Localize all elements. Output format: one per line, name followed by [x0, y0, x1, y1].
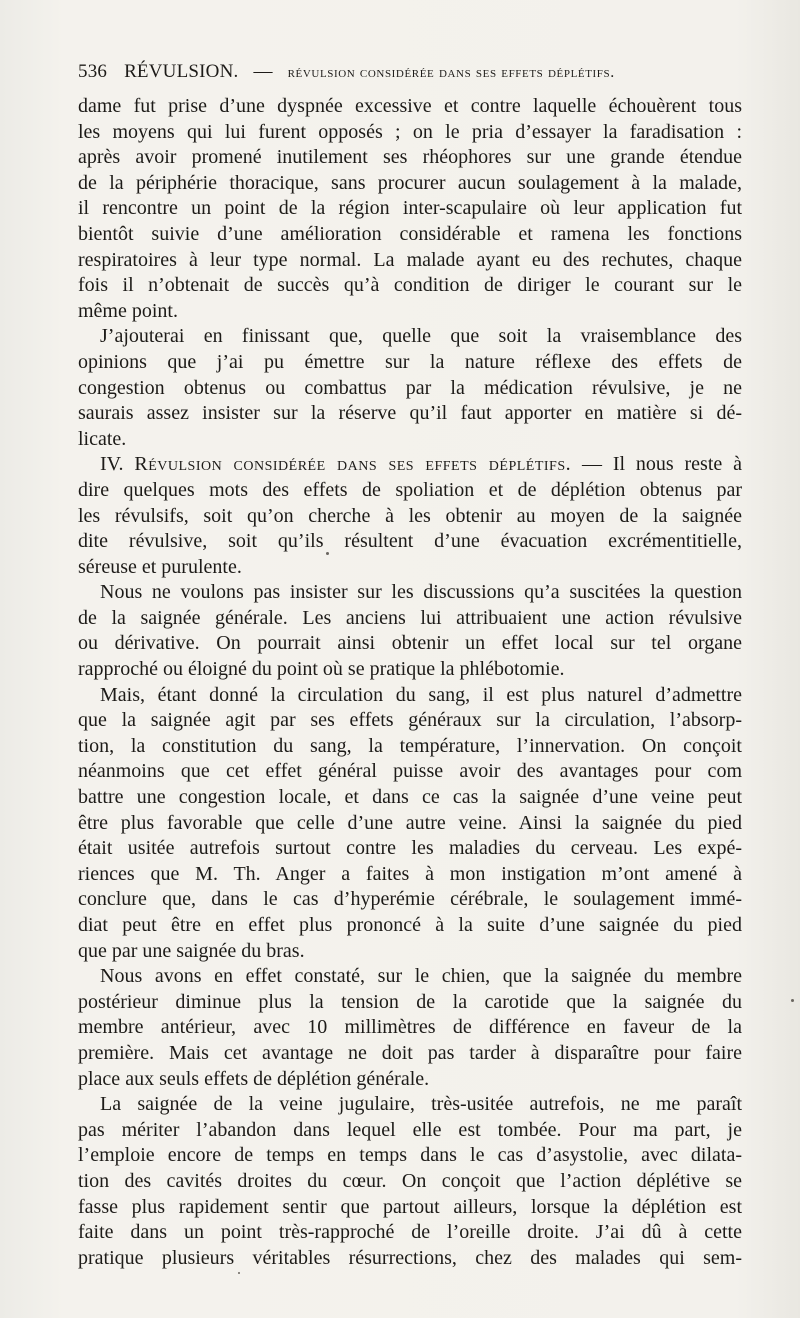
section-paragraph	[78, 452, 742, 580]
paragraph	[78, 580, 742, 682]
text-line: les révulsifs, soit qu’on cherche à les obtenir au moyen de la saignée	[78, 504, 742, 527]
text-line: respiratoires à leur type normal. La malade ayant eu des rechutes, chaque	[78, 248, 742, 271]
text-line: l’emploie encore de temps en temps dans le cas d’asystolie, avec dilata-	[78, 1144, 742, 1167]
text-line: il rencontre un point de la région inter-scapulaire où leur application fut	[78, 197, 742, 220]
text-line: néanmoins que cet effet général puisse avoir des avantages pour com	[78, 760, 742, 783]
text-line: diat peut être en effet plus prononcé à la suite d’une saignée du pied	[78, 914, 742, 936]
header-separator: —	[253, 61, 273, 82]
text-line: même point.	[78, 299, 178, 322]
running-title: RÉVULSION.	[124, 61, 239, 82]
text-line: La saignée de la veine jugulaire, très-usitée autrefois, ne me paraît	[100, 1093, 742, 1116]
text-line: les moyens qui lui furent opposés ; on le pria d’essayer la faradisation :	[78, 120, 742, 143]
paragraph	[78, 1092, 742, 1271]
text-line: conclure que, dans le cas d’hyperémie cérébrale, le soulagement immé-	[78, 888, 742, 911]
text-line: que la saignée agit par ses effets généraux sur la circulation, l’absorp-	[78, 709, 742, 732]
paragraph	[78, 94, 742, 324]
section-title: Révulsion considérée dans ses effets déplétifs.	[134, 453, 572, 476]
text-line: place aux seuls effets de déplétion générale.	[78, 1067, 430, 1090]
text-line: première. Mais cet avantage ne doit pas tarder à disparaître pour faire	[78, 1041, 742, 1064]
text-line: de la saignée générale. Les anciens lui attribuaient une action révulsive	[78, 606, 742, 629]
text-line: dame fut prise d’une dyspnée excessive et contre laquelle échouèrent tous	[78, 95, 742, 117]
text-line: opinions que j’ai pu émettre sur la nature réflexe des effets de	[78, 350, 742, 373]
text-line: était usitée autrefois surtout contre les maladies du cerveau. Les expé-	[78, 837, 742, 860]
text-line: Nous avons en effet constaté, sur le chien, que la saignée du membre	[100, 965, 742, 988]
text-line: membre antérieur, avec 10 millimètres de différence en faveur de la	[78, 1016, 742, 1039]
text-line: rapproché ou éloigné du point où se pratique la phlébotomie.	[78, 658, 565, 681]
ink-speck	[791, 999, 794, 1002]
text-line: dire quelques mots des effets de spoliation et de déplétion obtenus par	[78, 478, 742, 501]
text-line: saurais assez insister sur la réserve qu’il faut apporter en matière si dé-	[78, 402, 742, 425]
paragraph	[78, 324, 742, 452]
text-line: tion, la constitution du sang, la température, l’innervation. On conçoit	[78, 734, 742, 757]
text-line: bientôt suivie d’une amélioration considérable et ramena les fonctions	[78, 222, 742, 245]
running-subtitle: révulsion considérée dans ses effets déplétifs.	[287, 64, 615, 81]
text-line: pratique plusieurs véritables résurrections, chez des malades qui sem-	[78, 1246, 742, 1269]
ink-speck	[238, 1272, 240, 1274]
text-fragment: — Il nous reste à	[581, 453, 742, 476]
running-header	[78, 59, 738, 86]
text-line: Nous ne voulons pas insister sur les discussions qu’a suscitées la question	[100, 581, 742, 604]
page-number: 536	[78, 61, 108, 82]
text-line: battre une congestion locale, et dans ce cas la saignée d’une veine peut	[78, 786, 742, 809]
text-line: après avoir promené inutilement ses rhéophores sur une grande étendue	[78, 146, 742, 169]
text-line: Mais, étant donné la circulation du sang, il est plus naturel d’admettre	[100, 683, 742, 706]
paragraph	[78, 964, 742, 1092]
text-line: tion des cavités droites du cœur. On conçoit que l’action déplétive se	[78, 1169, 742, 1192]
ink-speck	[326, 552, 329, 555]
paragraph	[78, 683, 742, 965]
text-line: être plus favorable que celle d’une autre veine. Ainsi la saignée du pied	[78, 811, 742, 834]
text-line: dite révulsive, soit qu’ils résultent d’une évacuation excrémentitielle,	[78, 530, 742, 553]
section-number: IV.	[100, 453, 124, 476]
text-line: de la périphérie thoracique, sans procurer aucun soulagement à la malade,	[78, 171, 742, 194]
text-line: J’ajouterai en finissant que, quelle que soit la vraisemblance des	[100, 325, 742, 348]
page-body	[78, 94, 742, 1271]
text-line: ou dérivative. On pourrait ainsi obtenir un effet local sur tel organe	[78, 632, 742, 655]
text-line: faite dans un point très-rapproché de l’oreille droite. J’ai dû à cette	[78, 1221, 742, 1244]
section-heading-line	[78, 452, 742, 478]
text-line: que par une saignée du bras.	[78, 939, 305, 962]
text-line: congestion obtenus ou combattus par la médication révulsive, je ne	[78, 376, 742, 399]
text-line: postérieur diminue plus la tension de la carotide que la saignée du	[78, 990, 742, 1013]
text-line: séreuse et purulente.	[78, 555, 242, 578]
text-line: riences que M. Th. Anger a faites à mon instigation m’ont amené à	[78, 862, 742, 885]
text-line: fasse plus rapidement sentir que partout ailleurs, lorsque la déplétion est	[78, 1195, 742, 1218]
text-line: licate.	[78, 427, 127, 450]
text-line: fois il n’obtenait de succès qu’à condition de diriger le courant sur le	[78, 274, 742, 297]
text-line: pas mériter l’abandon dans lequel elle est tombée. Pour ma part, je	[78, 1118, 742, 1141]
